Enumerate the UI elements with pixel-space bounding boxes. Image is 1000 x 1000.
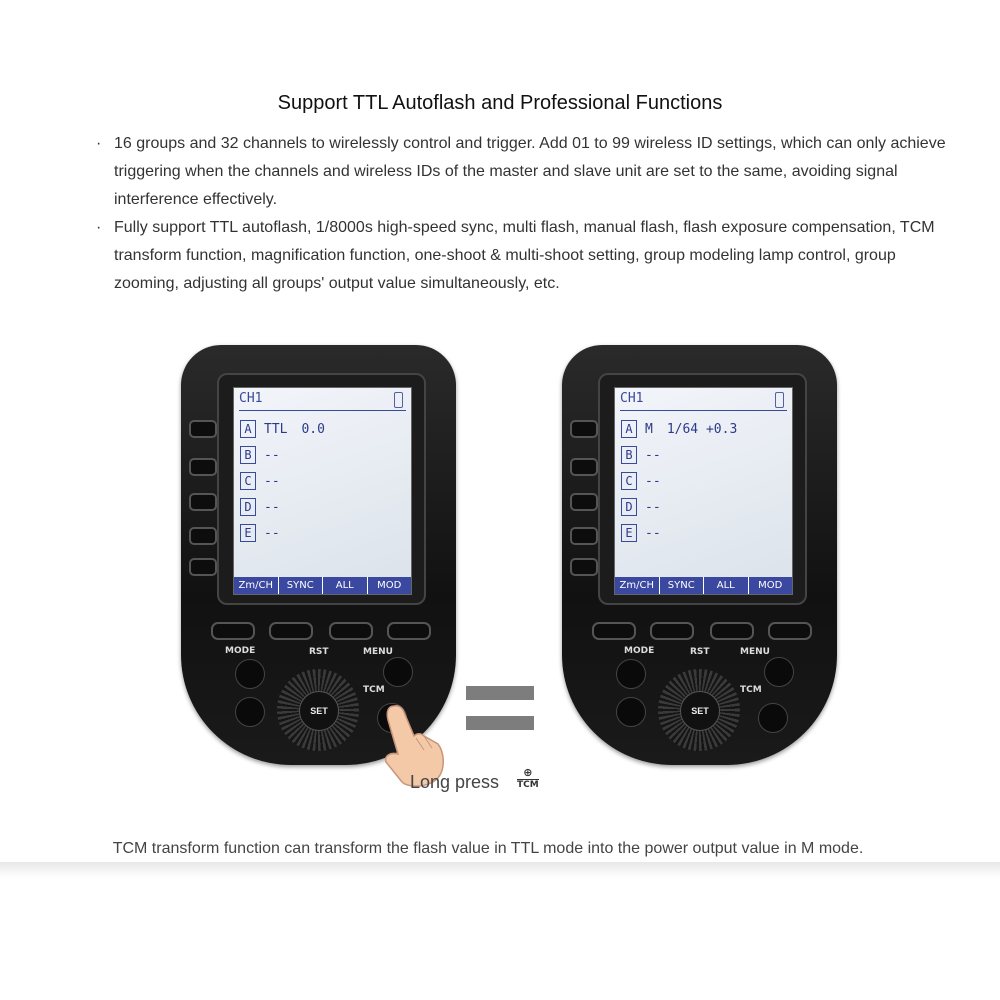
tcm-label: TCM bbox=[363, 685, 385, 695]
flash-button[interactable] bbox=[616, 697, 646, 727]
mode-label: MODE bbox=[624, 646, 655, 656]
function-button[interactable] bbox=[650, 622, 694, 640]
equals-sign-top bbox=[466, 686, 534, 700]
group-row: D -- bbox=[240, 498, 294, 518]
side-button[interactable] bbox=[570, 558, 598, 576]
mode-button[interactable] bbox=[616, 659, 646, 689]
side-button[interactable] bbox=[189, 527, 217, 545]
feature-list bbox=[96, 130, 956, 298]
group-row: A TTL 0.0 bbox=[240, 420, 339, 440]
list-item: · 16 groups and 32 channels to wirelessly control and trigger. Add 01 to 99 wireless ID settings, which can only achieve triggering when the channels and wireless IDs of the master and slave unit are set to the same, avoiding signal interference effectively. bbox=[96, 135, 946, 208]
page-title: Support TTL Autoflash and Professional Functions bbox=[277, 92, 723, 114]
function-button[interactable] bbox=[387, 622, 431, 640]
side-button[interactable] bbox=[189, 420, 217, 438]
group-row: D -- bbox=[621, 498, 675, 518]
channel-label: CH1 bbox=[239, 391, 263, 406]
rst-label: RST bbox=[309, 647, 329, 657]
group-row: E -- bbox=[240, 524, 294, 544]
function-button[interactable] bbox=[329, 622, 373, 640]
group-row: C -- bbox=[240, 472, 294, 492]
softkey-label: Zm/CH bbox=[234, 577, 279, 594]
softkey-label: SYNC bbox=[660, 577, 705, 594]
divider bbox=[0, 862, 1000, 878]
flash-button[interactable] bbox=[235, 697, 265, 727]
side-button[interactable] bbox=[189, 558, 217, 576]
menu-button[interactable] bbox=[764, 657, 794, 687]
group-row: C -- bbox=[621, 472, 675, 492]
mode-label: MODE bbox=[225, 646, 256, 656]
tcm-label: TCM bbox=[740, 685, 762, 695]
set-button[interactable]: SET bbox=[680, 691, 720, 731]
function-button[interactable] bbox=[710, 622, 754, 640]
side-button[interactable] bbox=[570, 527, 598, 545]
softkey-label: SYNC bbox=[279, 577, 324, 594]
side-button[interactable] bbox=[189, 458, 217, 476]
caption: TCM transform function can transform the flash value in TTL mode into the power output value in M mode. bbox=[112, 840, 864, 857]
side-button[interactable] bbox=[189, 493, 217, 511]
mode-button[interactable] bbox=[235, 659, 265, 689]
menu-label: MENU bbox=[740, 647, 770, 657]
side-button[interactable] bbox=[570, 458, 598, 476]
softkey-label: Zm/CH bbox=[615, 577, 660, 594]
list-item: · Fully support TTL autoflash, 1/8000s high-speed sync, multi flash, manual flash, flash exposure compensation, TCM transform function, magnification function, one-shoot & multi-shoot setting, group modeling lamp control, group zooming, adjusting all groups' output value simultaneously, etc. bbox=[96, 219, 935, 292]
group-row: B -- bbox=[621, 446, 675, 466]
set-button[interactable]: SET bbox=[299, 691, 339, 731]
tcm-button[interactable] bbox=[758, 703, 788, 733]
control-dial[interactable] bbox=[658, 669, 740, 751]
battery-icon bbox=[775, 392, 784, 408]
softkey-bar bbox=[615, 577, 792, 594]
battery-icon bbox=[394, 392, 403, 408]
function-button[interactable] bbox=[768, 622, 812, 640]
softkey-bar bbox=[234, 577, 411, 594]
softkey-label: ALL bbox=[323, 577, 368, 594]
side-button[interactable] bbox=[570, 493, 598, 511]
softkey-label: MOD bbox=[377, 580, 402, 591]
flash-trigger-device-manual bbox=[562, 345, 837, 770]
channel-label: CH1 bbox=[620, 391, 644, 406]
side-button[interactable] bbox=[570, 420, 598, 438]
lcd-screen bbox=[233, 387, 412, 595]
rst-label: RST bbox=[690, 647, 710, 657]
long-press-label: Long press bbox=[410, 772, 500, 792]
function-button[interactable] bbox=[592, 622, 636, 640]
group-row: A M 1/64 +0.3 bbox=[621, 420, 751, 440]
softkey-label: ALL bbox=[704, 577, 749, 594]
softkey-label: MOD bbox=[758, 580, 783, 591]
group-row: E -- bbox=[621, 524, 675, 544]
control-dial[interactable] bbox=[277, 669, 359, 751]
function-button[interactable] bbox=[269, 622, 313, 640]
lcd-screen bbox=[614, 387, 793, 595]
tcm-zoom-icon: ⊕ TCM bbox=[517, 766, 539, 790]
group-row: B -- bbox=[240, 446, 294, 466]
equals-sign-bottom bbox=[466, 716, 534, 730]
menu-label: MENU bbox=[363, 647, 393, 657]
function-button[interactable] bbox=[211, 622, 255, 640]
menu-button[interactable] bbox=[383, 657, 413, 687]
